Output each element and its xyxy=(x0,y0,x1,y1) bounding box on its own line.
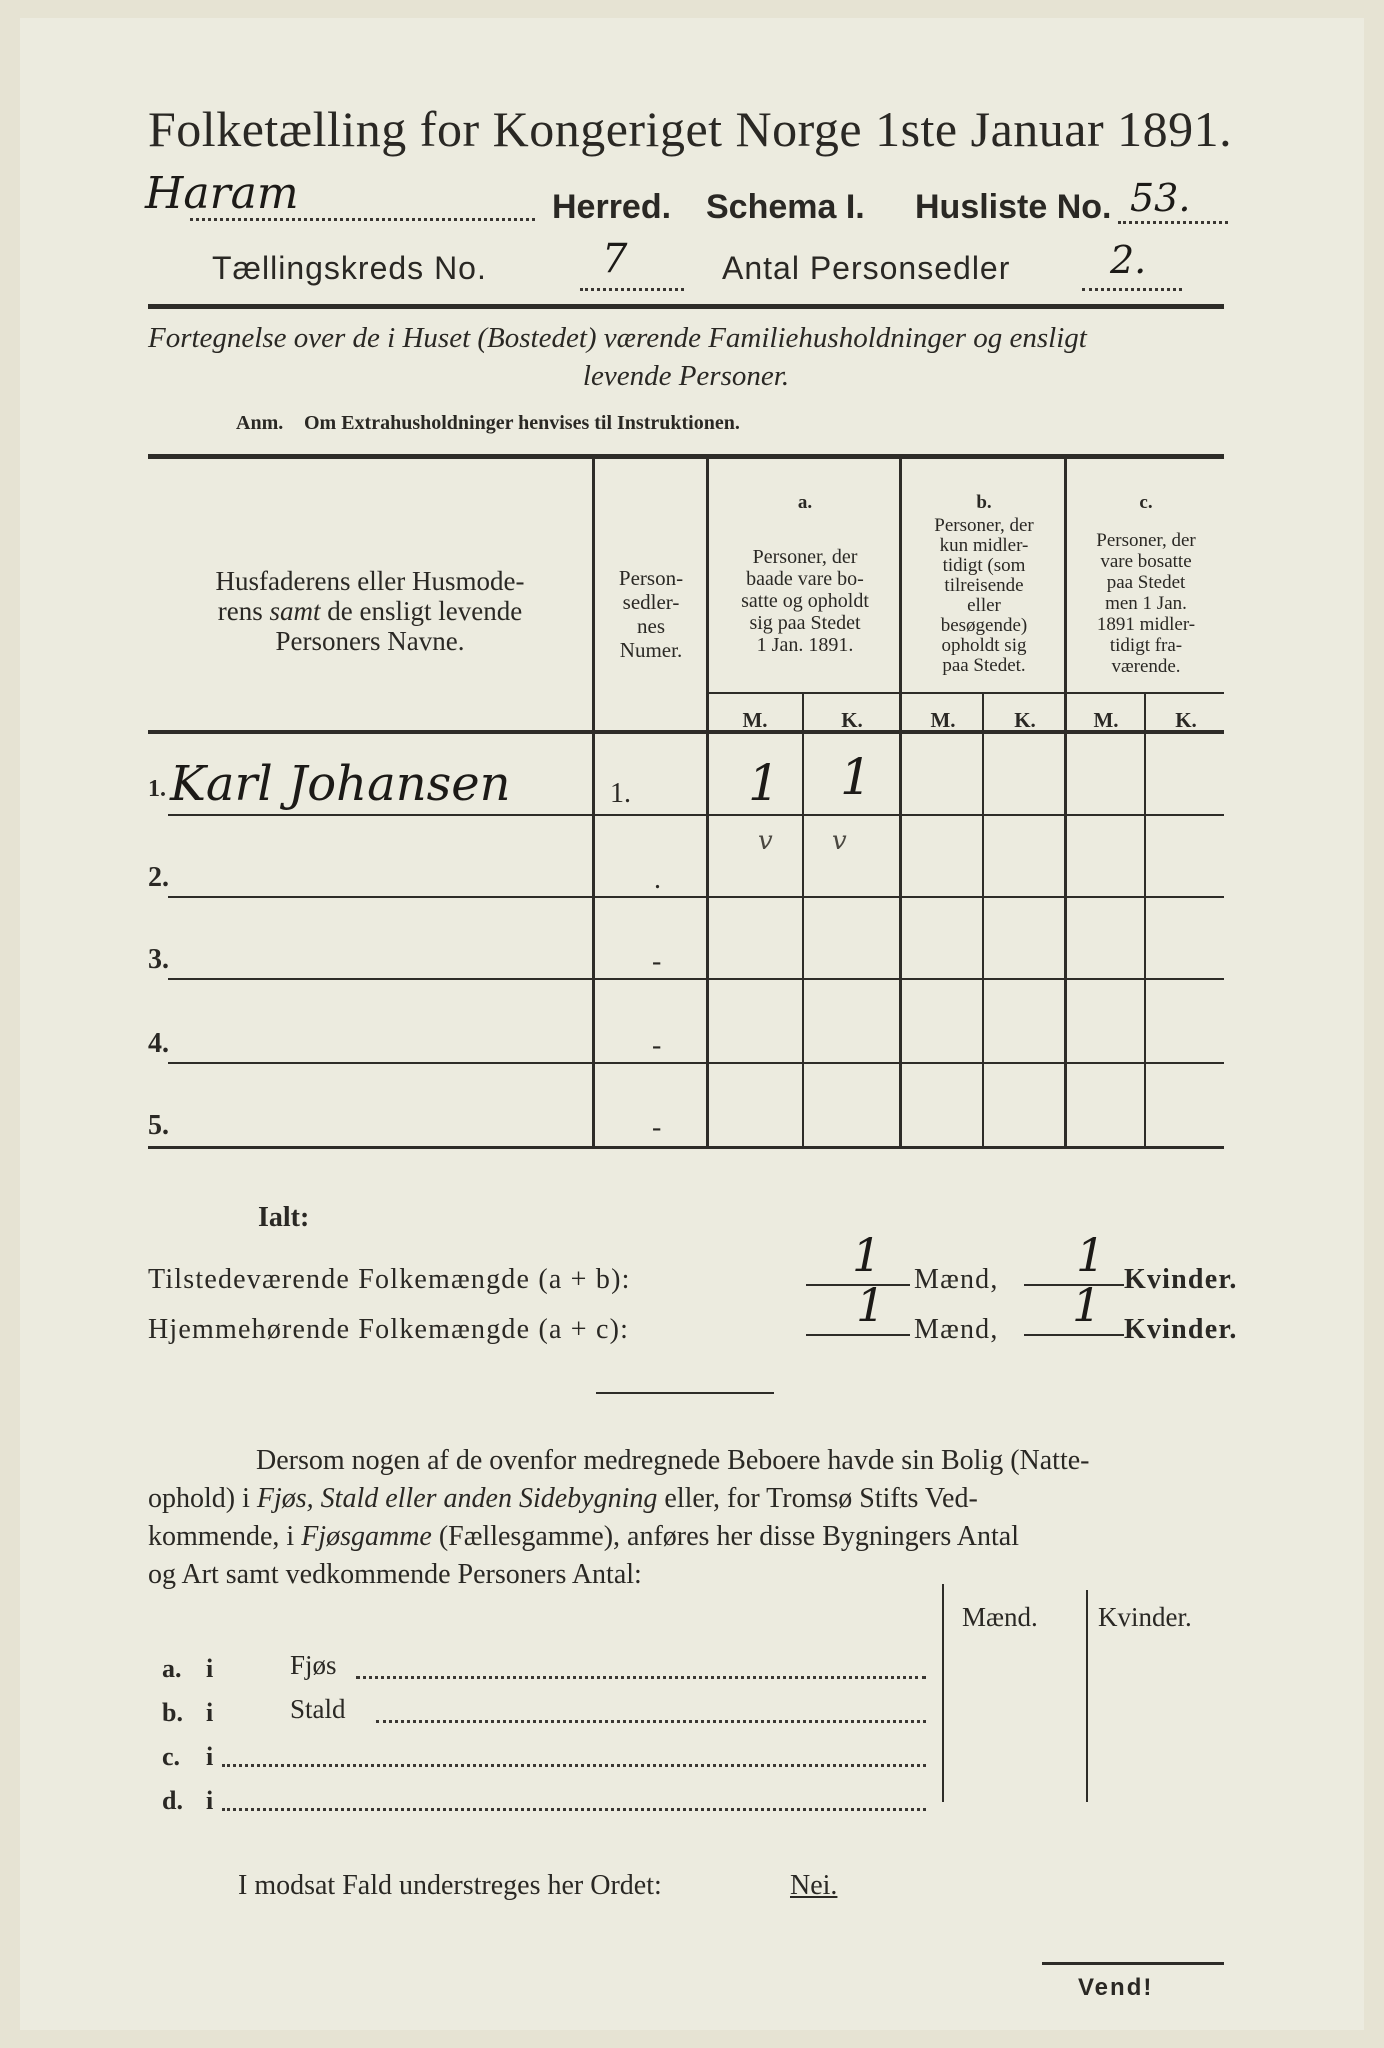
building-b-dots xyxy=(376,1720,926,1723)
row-line-3 xyxy=(168,978,1224,980)
col-divider-a-mk xyxy=(802,694,804,1148)
header-names-line3: Personers Navne. xyxy=(275,626,465,656)
row-line-1 xyxy=(168,814,1224,816)
building-a-name: Fjøs xyxy=(290,1650,337,1680)
row-line-2 xyxy=(168,896,1224,898)
buildings-kvinder-header: Kvinder. xyxy=(1098,1602,1192,1632)
row-2-sedler: . xyxy=(654,864,661,895)
header-a-m: M. xyxy=(742,708,768,732)
form-title: Folketælling for Kongeriget Norge 1ste Januar 1891. xyxy=(148,101,1233,157)
buildings-divider-1 xyxy=(942,1584,944,1802)
census-form-page xyxy=(20,18,1364,2030)
row-1-sedler: 1. xyxy=(610,778,631,809)
header-a: Personer, der baade vare bo- satte og opholdt sig paa Stedet 1 Jan. 1891. xyxy=(741,546,869,656)
row-5-sedler: - xyxy=(652,1112,662,1143)
antal-dotted-line xyxy=(1082,288,1182,291)
table-top-rule xyxy=(148,454,1224,459)
antal-value: 2. xyxy=(1110,238,1147,282)
building-b-name: Stald xyxy=(290,1694,346,1724)
building-c-letter: c. xyxy=(162,1742,181,1771)
header-c-letter: c. xyxy=(1139,492,1153,513)
total-present-k: 1 xyxy=(1076,1228,1106,1282)
building-c-i: i xyxy=(206,1742,214,1771)
total-home-label: Hjemmehørende Folkemængde (a + c): xyxy=(148,1314,630,1345)
total-home-k-line xyxy=(1024,1334,1124,1336)
col-divider-names xyxy=(592,458,595,1148)
row-1-a-k: 1 xyxy=(840,748,872,806)
ialt-label: Ialt: xyxy=(258,1202,310,1233)
col-divider-b xyxy=(1064,458,1067,1148)
row-4-number: 4. xyxy=(148,1028,169,1059)
subtitle-line2: levende Personer. xyxy=(582,360,790,392)
building-a-letter: a. xyxy=(162,1654,182,1683)
vend-rule xyxy=(1042,1962,1224,1965)
header-a-k: K. xyxy=(841,708,863,732)
para-line2: ophold) i Fjøs, Stald eller anden Sidebygning eller, for Tromsø Stifts Ved- xyxy=(148,1483,978,1514)
header-names-line2: rens samt de ensligt levende xyxy=(217,596,523,626)
total-present-kvinder: Kvinder. xyxy=(1124,1264,1238,1295)
header-b-m: M. xyxy=(930,708,956,732)
table-bottom-rule xyxy=(148,1146,1224,1149)
section-divider xyxy=(596,1392,774,1394)
instructions-paragraph xyxy=(148,1442,1224,1594)
col-divider-b-mk xyxy=(982,694,984,1148)
total-present-m: 1 xyxy=(852,1228,882,1282)
header-b-k: K. xyxy=(1014,708,1036,732)
husliste-label: Husliste No. xyxy=(915,188,1112,226)
header-b-letter: b. xyxy=(976,492,992,513)
building-b-letter: b. xyxy=(162,1698,183,1727)
header-names-line1: Husfaderens eller Husmode- xyxy=(215,566,525,596)
schema-label: Schema I. xyxy=(706,188,865,226)
building-c-dots xyxy=(222,1764,926,1767)
total-present-maend: Mænd, xyxy=(914,1264,999,1295)
herred-value: Haram xyxy=(145,168,299,219)
total-present-label: Tilstedeværende Folkemængde (a + b): xyxy=(148,1264,631,1295)
vend-text: Vend! xyxy=(1078,1974,1154,2001)
col-divider-num xyxy=(706,458,709,1148)
building-b-i: i xyxy=(206,1698,214,1727)
total-home-m: 1 xyxy=(856,1278,886,1332)
subtitle-line1: Fortegnelse over de i Huset (Bostedet) værende Familiehusholdninger og ensligt xyxy=(148,322,1087,354)
building-d-dots xyxy=(222,1808,926,1811)
row-line-4 xyxy=(168,1062,1224,1064)
mk-subheader-rule xyxy=(708,692,1224,694)
building-a-i: i xyxy=(206,1654,214,1683)
building-d-i: i xyxy=(206,1786,214,1815)
para-line4: og Art samt vedkommende Personers Antal: xyxy=(148,1559,642,1590)
row-3-sedler: - xyxy=(652,946,662,977)
taellingskreds-label: Tællingskreds No. xyxy=(212,250,487,286)
row-5-number: 5. xyxy=(148,1110,169,1141)
header-c-k: K. xyxy=(1175,708,1197,732)
antal-label: Antal Personsedler xyxy=(722,250,1011,286)
taellingskreds-value: 7 xyxy=(602,236,628,282)
row-1-a-m: 1 xyxy=(748,754,780,812)
row-3-number: 3. xyxy=(148,944,169,975)
husliste-dotted-line xyxy=(1118,221,1228,224)
col-divider-c-mk xyxy=(1144,694,1146,1148)
total-home-kvinder: Kvinder. xyxy=(1124,1314,1238,1345)
nei-word: Nei. xyxy=(790,1870,838,1901)
row-1-number: 1. xyxy=(148,776,166,802)
building-d-letter: d. xyxy=(162,1786,183,1815)
total-home-maend: Mænd, xyxy=(914,1314,999,1345)
total-home-k: 1 xyxy=(1072,1278,1102,1332)
buildings-divider-2 xyxy=(1086,1590,1088,1802)
herred-dotted-line xyxy=(190,218,535,221)
anm-text: Om Extrahusholdninger henvises til Instruktionen. xyxy=(304,412,740,434)
taellingskreds-dotted-line xyxy=(580,288,684,291)
col-divider-a xyxy=(899,458,902,1148)
modsat-text: I modsat Fald understreges her Ordet: xyxy=(238,1870,662,1901)
row-2-number: 2. xyxy=(148,862,169,893)
anm-label: Anm. xyxy=(236,412,284,434)
row-1-check-m: v xyxy=(758,826,773,856)
header-c-m: M. xyxy=(1093,708,1119,732)
para-line1: Dersom nogen af de ovenfor medregnede Beboere havde sin Bolig (Natte- xyxy=(256,1445,1090,1476)
header-names xyxy=(160,566,580,656)
row-1-check-k: v xyxy=(832,826,847,856)
herred-label: Herred. xyxy=(552,188,672,226)
row-4-sedler: - xyxy=(652,1030,662,1061)
header-b: Personer, der kun midler- tidigt (som tilreisende eller besøgende) opholdt sig paa Stedet. xyxy=(934,515,1034,676)
husliste-value: 53. xyxy=(1130,176,1191,220)
header-a-letter: a. xyxy=(797,492,813,513)
header-num: Person- sedler- nes Numer. xyxy=(618,566,684,662)
buildings-maend-header: Mænd. xyxy=(962,1602,1038,1632)
header-c: Personer, der vare bosatte paa Stedet men 1 Jan. 1891 midler- tidigt fra- værende. xyxy=(1096,530,1196,677)
building-a-dots xyxy=(356,1676,926,1679)
header-rule xyxy=(148,304,1224,309)
row-1-name: Karl Johansen xyxy=(170,756,511,812)
total-home-m-line xyxy=(806,1334,910,1336)
para-line3: kommende, i Fjøsgamme (Fællesgamme), anføres her disse Bygningers Antal xyxy=(148,1521,1019,1552)
